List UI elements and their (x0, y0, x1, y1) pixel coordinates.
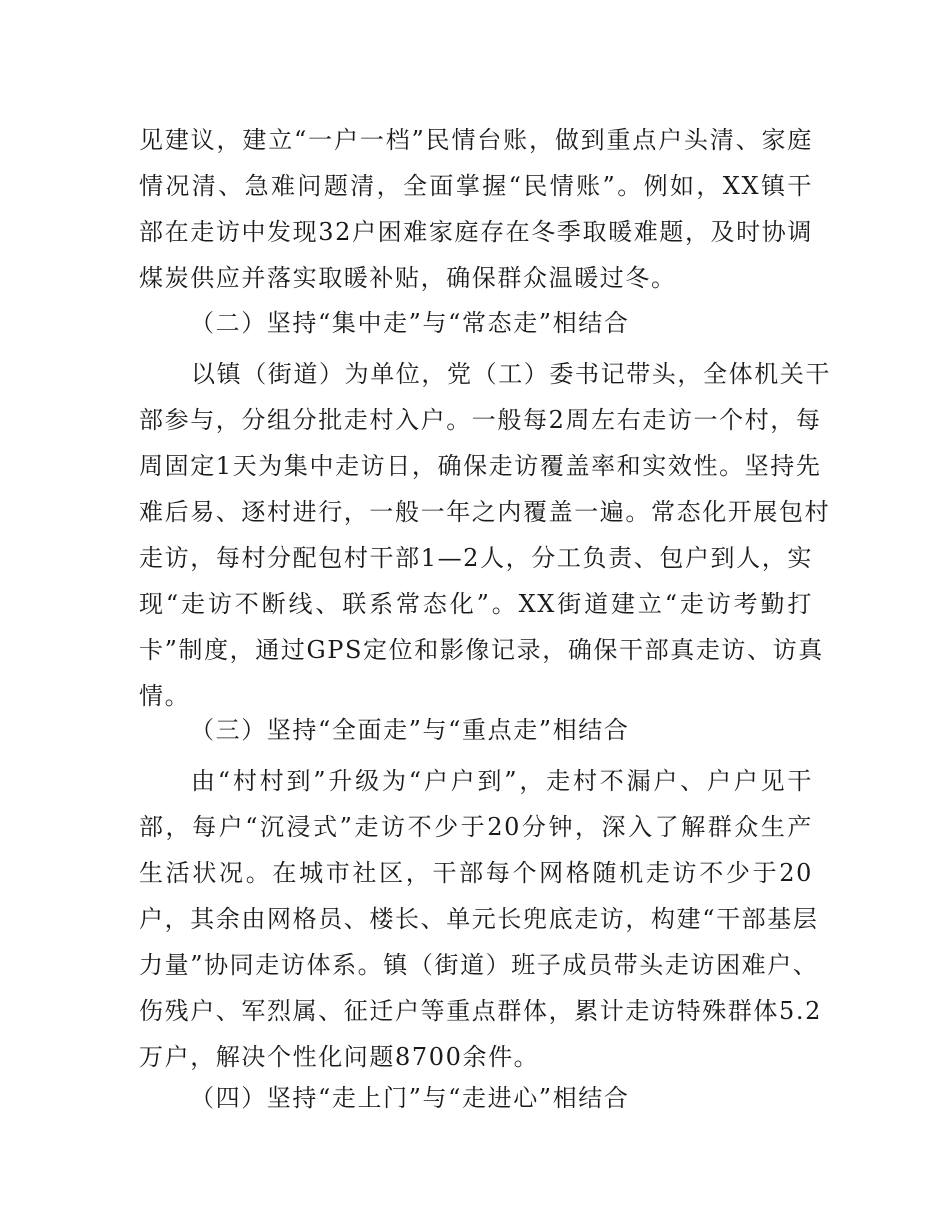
paragraph-section-3 (139, 758, 822, 1080)
paragraph-line: 部参与，分组分批走村入户。一般每2周左右走访一个村，每 (139, 406, 822, 434)
paragraph-line: 伤残户、军烈属、征迁户等重点群体，累计走访特殊群体5.2 (139, 997, 822, 1025)
paragraph-line: 周固定1天为集中走访日，确保走访覆盖率和实效性。坚持先 (139, 452, 822, 480)
paragraph-continuation (139, 117, 813, 301)
paragraph-line: 煤炭供应并落实取暖补贴，确保群众温暖过冬。 (139, 264, 677, 292)
paragraph-line: 见建议，建立“一户一档”民情台账，做到重点户头清、家庭 (139, 126, 813, 154)
paragraph-line: 部，每户“沉浸式”走访不少于20分钟，深入了解群众生产 (139, 813, 813, 841)
paragraph-line: 生活状况。在城市社区，干部每个网格随机走访不少于20 (139, 859, 813, 887)
paragraph-section-2 (139, 351, 831, 719)
section-heading-3: （三）坚持“全面走”与“重点走”相结合 (190, 716, 630, 744)
paragraph-line: 力量”协同走访体系。镇（街道）班子成员带头走访困难户、 (139, 951, 819, 979)
paragraph-line: 情况清、急难问题清，全面掌握“民情账”。例如，XX镇干 (139, 172, 813, 200)
paragraph-line: 现“走访不断线、联系常态化”。XX街道建立“走访考勤打 (139, 590, 813, 618)
section-heading-2: （二）坚持“集中走”与“常态走”相结合 (190, 309, 630, 337)
paragraph-line: 户，其余由网格员、楼长、单元长兜底走访，构建“干部基层 (139, 905, 819, 933)
paragraph-line: 以镇（街道）为单位，党（工）委书记带头，全体机关干 (191, 360, 831, 388)
section-heading-4: （四）坚持“走上门”与“走进心”相结合 (190, 1084, 630, 1112)
paragraph-line: 情。 (139, 682, 191, 710)
paragraph-line: 卡”制度，通过GPS定位和影像记录，确保干部真走访、访真 (139, 636, 824, 664)
paragraph-line: 部在走访中发现32户困难家庭存在冬季取暖难题，及时协调 (139, 218, 813, 246)
paragraph-line: 难后易、逐村进行，一般一年之内覆盖一遍。常态化开展包村 (139, 498, 831, 526)
paragraph-line: 由“村村到”升级为“户户到”，走村不漏户、户户见干 (191, 767, 813, 795)
paragraph-line: 万户，解决个性化问题8700余件。 (139, 1043, 540, 1071)
paragraph-line: 走访，每村分配包村干部1—2人，分工负责、包户到人，实 (139, 544, 813, 572)
